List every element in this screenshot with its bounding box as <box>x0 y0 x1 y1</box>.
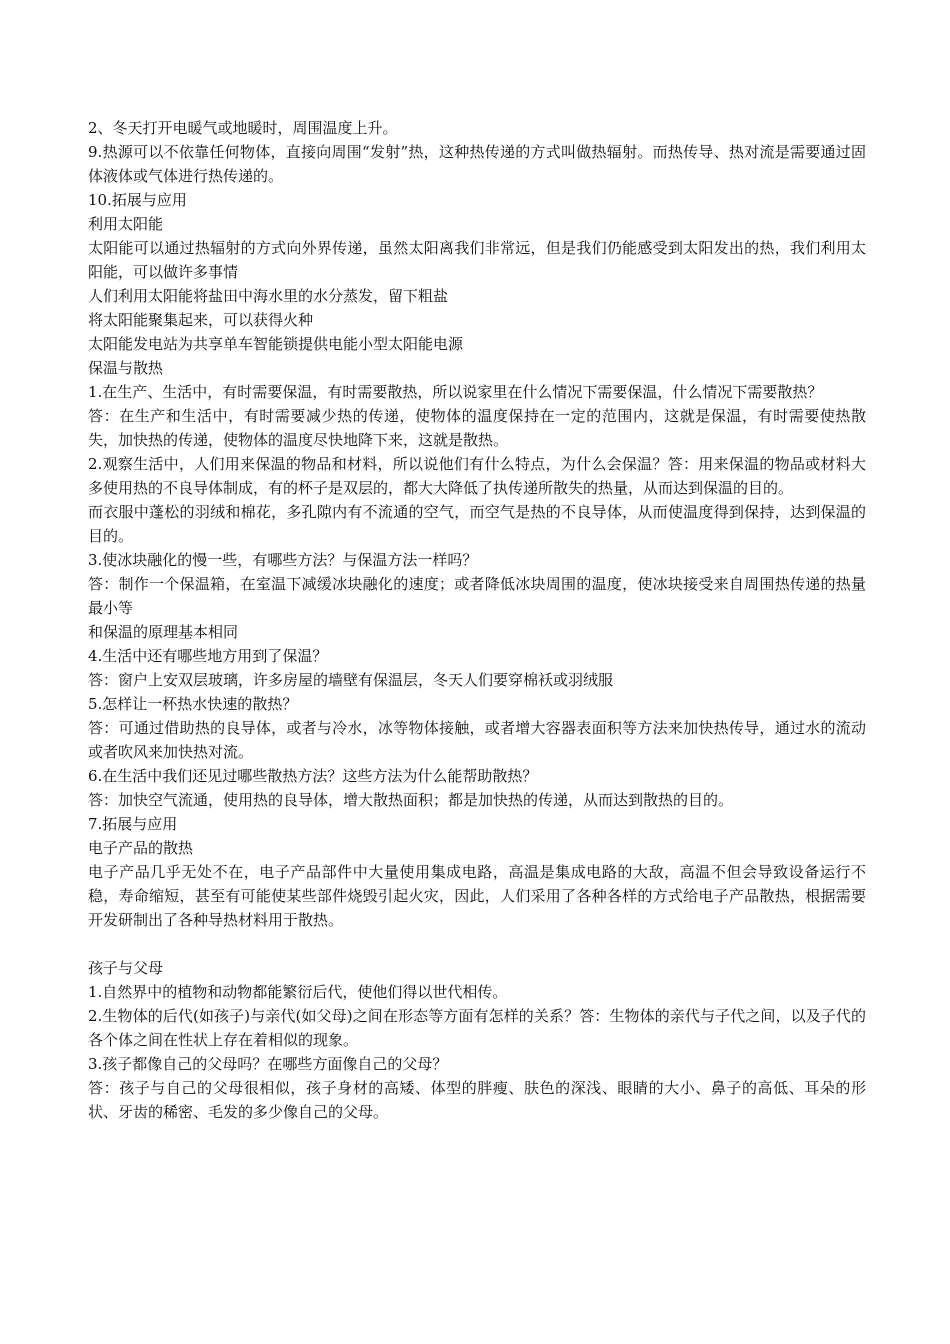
answer: 答：可通过借助热的良导体，或者与冷水，冰等物体接触，或者增大容器表面积等方法来加快热传导，通过水的流动或者吹风来加快热对流。 <box>88 719 866 761</box>
subsection-heading: 利用太阳能 <box>88 215 164 233</box>
question: 4.生活中还有哪些地方用到了保温？ <box>88 647 328 665</box>
question: 1.在生产、生活中，有时需要保温，有时需要散热，所以说家里在什么情况下需要保温，什么情况下需要散热？ <box>88 383 823 401</box>
answer: 答：孩子与自己的父母很相似，孩子身材的高矮、体型的胖瘦、肤色的深浅、眼睛的大小、鼻子的高低、耳朵的形状、牙齿的稀密、毛发的多少像自己的父母。 <box>88 1079 866 1121</box>
question: 5.怎样让一杯热水快速的散热？ <box>88 695 298 713</box>
question: 2.生物体的后代(如孩子)与亲代(如父母)之间在形态等方面有怎样的关系？答：生物体的亲代与子代之间，以及子代的各个体之间在性状上存在着相似的现象。 <box>88 1007 866 1049</box>
text-paragraph: 而衣服中蓬松的羽绒和棉花，多孔隙内有不流通的空气，而空气是热的不良导体，从而使温度得到保持，达到保温的目的。 <box>88 503 866 545</box>
text-line: 太阳能发电站为共享单车智能锁提供电能小型太阳能电源 <box>88 335 464 353</box>
text-line: 2、冬天打开电暖气或地暖时，周围温度上升。 <box>88 119 398 137</box>
text-paragraph: 电子产品几乎无处不在，电子产品部件中大量使用集成电路，高温是集成电路的大敌，高温不但会导致设备运行不稳，寿命缩短，甚至有可能使某些部件烧毁引起火灾，因此，人们采用了各种各样的方式给电子产品散热，根据需要开发研制出了各种导热材料用于散热。 <box>88 863 866 929</box>
answer: 答：加快空气流通，使用热的良导体，增大散热面积；都是加快热的传递，从而达到散热的目的。 <box>88 791 734 809</box>
text-paragraph: 太阳能可以通过热辐射的方式向外界传递，虽然太阳离我们非常远，但是我们仍能感受到太阳发出的热，我们利用太阳能，可以做许多事情 <box>88 239 866 281</box>
lesson-title: 孩子与父母 <box>88 959 164 977</box>
text-line: 人们利用太阳能将盐田中海水里的水分蒸发，留下粗盐 <box>88 287 449 305</box>
text-line: 1.自然界中的植物和动物都能繁衍后代，使他们得以世代相传。 <box>88 983 508 1001</box>
question: 6.在生活中我们还见过哪些散热方法？这些方法为什么能帮助散热？ <box>88 767 538 785</box>
question: 2.观察生活中，人们用来保温的物品和材料，所以说他们有什么特点，为什么会保温？答：用来保温的物品或材料大多使用热的不良导体制成，有的杯子是双层的，都大大降低了执传递所散失的热量，从而达到保温的目的。 <box>88 455 866 497</box>
section-heading: 10.拓展与应用 <box>88 191 187 209</box>
question: 3.使冰块融化的慢一些，有哪些方法？与保温方法一样吗？ <box>88 551 478 569</box>
text-paragraph: 9.热源可以不依靠任何物体，直接向周围“发射”热，这种热传递的方式叫做热辐射。而热传导、热对流是需要通过固体液体或气体进行热传递的。 <box>88 143 866 185</box>
blank-line <box>88 932 866 956</box>
answer: 答：在生产和生活中，有时需要减少热的传递，使物体的温度保持在一定的范围内，这就是保温，有时需要使热散失，加快热的传递，使物体的温度尽快地降下来，这就是散热。 <box>88 407 866 449</box>
section-heading: 7.拓展与应用 <box>88 815 178 833</box>
text-line: 将太阳能聚集起来，可以获得火种 <box>88 311 314 329</box>
answer: 答：窗户上安双层玻璃，许多房屋的墙壁有保温层，冬天人们要穿棉袄或羽绒服 <box>88 671 614 689</box>
answer: 答：制作一个保温箱，在室温下减缓冰块融化的速度；或者降低冰块周围的温度，使冰块接受来自周围热传递的热量最小等 <box>88 575 866 617</box>
document-page <box>88 116 866 1124</box>
lesson-title: 保温与散热 <box>88 359 164 377</box>
text-line: 和保温的原理基本相同 <box>88 623 239 641</box>
subsection-heading: 电子产品的散热 <box>88 839 194 857</box>
question: 3.孩子都像自己的父母吗？在哪些方面像自己的父母？ <box>88 1055 448 1073</box>
